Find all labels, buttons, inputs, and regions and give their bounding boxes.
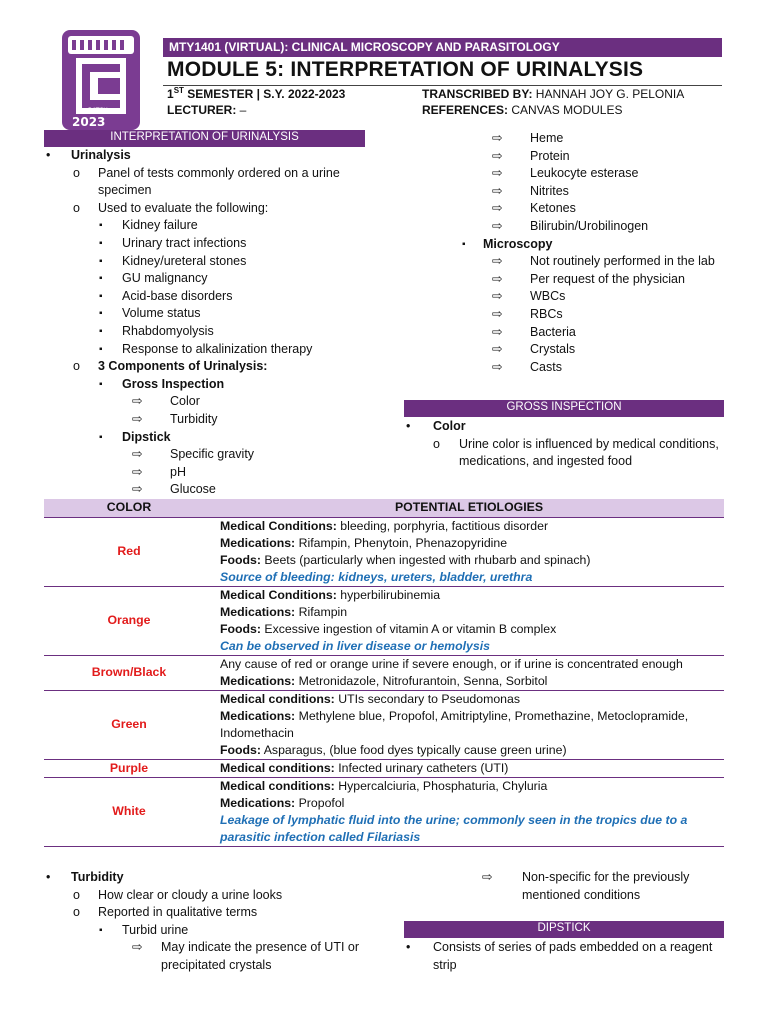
etiology-cell: Medical Conditions: bleeding, porphyria, factitious disorder Medications: Rifampin, Phenytoin, Phenazopyridine Foods: Beets (particularly when ingested with rhubarb and spinach) Source of bleeding: kidneys, ureters, bladder, urethra [214,517,724,586]
course-title-bar [163,38,722,57]
color-cell: Red [44,517,214,586]
list-item: o 3 Components of Urinalysis: [73,359,268,374]
list-item: • Turbidity [46,870,124,884]
list-item: ▪ Gross Inspection [99,376,225,391]
table-row [44,759,724,777]
etiology-cell: Medical conditions: Hypercalciuria, Phosphaturia, Chyluria Medications: Propofol Leakage of lymphatic fluid into the urine; commonly seen in the tropics due to a parasitic infection called Filariasis [214,777,724,846]
list-item: o Panel of tests commonly ordered on a urine [73,165,340,180]
color-cell: Purple [44,759,214,777]
logo-batch-text: BATCH [88,107,108,114]
section-header-gross-inspection: GROSS INSPECTION [404,400,724,417]
list-item: ⇨ Not routinely performed in the lab [492,254,715,269]
list-item: o Used to evaluate the following: [73,200,269,215]
batch-logo [58,26,144,134]
table-row [44,777,724,846]
list-item: ▪ Microscopy [462,236,553,251]
module-title: MODULE 5: INTERPRETATION OF URINALYSIS [167,58,644,81]
list-item: ⇨ Ketones [492,201,576,216]
list-item: ⇨ Non-specific for the previously [482,870,690,884]
list-item: specimen [98,183,152,198]
dipstick-list-left [44,446,366,499]
dipstick-desc-block [404,939,726,974]
evaluate-list [44,217,366,358]
table-header-color: COLOR [44,499,214,517]
gross-inspection-block [404,418,726,471]
list-item: ⇨ RBCs [492,306,563,321]
list-item: ⇨ Per request of the physician [492,271,685,286]
right-column [404,130,726,376]
list-item: ⇨ Heme [492,131,564,145]
list-item: ⇨ Bilirubin/Urobilinogen [492,218,649,233]
references-line: REFERENCES: CANVAS MODULES [422,103,623,117]
left-column [44,147,366,499]
logo-year-text: 2023 [72,115,106,129]
color-cell: White [44,777,214,846]
list-item: ⇨ Color [132,394,200,409]
list-item: • Urinalysis [46,148,131,162]
list-item: ⇨ pH [132,464,186,479]
table-row [44,517,724,586]
list-item: strip [433,957,457,972]
section-header-interpretation: INTERPRETATION OF URINALYSIS [44,130,365,147]
etiology-cell: Medical Conditions: hyperbilirubinemia Medications: Rifampin Foods: Excessive ingestion of vitamin A or vitamin B complex Can be observed in liver disease or hemolysis [214,586,724,655]
list-item: ⇨ May indicate the presence of UTI or [132,940,360,955]
list-item: ▪ Response to alkalinization therapy [99,341,313,356]
title-divider [163,85,722,86]
list-item: ⇨ Casts [492,359,562,374]
color-cell: Brown/Black [44,655,214,690]
color-cell: Green [44,690,214,759]
list-item: ⇨ Glucose [132,482,216,497]
list-item: ⇨ Bacteria [492,324,576,339]
list-item: o Urine color is influenced by medical conditions, [433,436,719,451]
table-row [44,690,724,759]
list-item: • Consists of series of pads embedded on a reagent [406,940,713,954]
list-item: ⇨ WBCs [492,289,566,304]
semester-line: 1ST SEMESTER | S.Y. 2022-2023 [167,86,346,101]
list-item: ⇨ Crystals [492,342,576,357]
microscopy-list [404,253,726,376]
list-item: ⇨ Leukocyte esterase [492,166,639,181]
gross-list [44,393,366,428]
color-etiology-table [44,499,724,847]
course-title: MTY1401 (VIRTUAL): CLINICAL MICROSCOPY AND PARASITOLOGY [169,40,560,54]
list-item: o How clear or cloudy a urine looks [73,887,283,902]
list-item: o Reported in qualitative terms [73,905,258,920]
list-item: ▪ Dipstick [99,429,171,444]
lecturer-line: LECTURER: – [167,103,247,117]
list-item: mentioned conditions [522,887,641,902]
list-item: ⇨ Turbidity [132,411,218,426]
list-item: • Color [406,419,466,433]
list-item: ⇨ Nitrites [492,183,569,198]
list-item: ⇨ Specific gravity [132,447,255,462]
list-item: ⇨ Protein [492,148,570,163]
nonspecific-block [404,869,726,904]
list-item: ▪ Turbid urine [99,922,189,937]
list-item: ▪ Kidney/ureteral stones [99,253,247,268]
list-item: precipitated crystals [161,957,272,972]
list-item: ▪ Acid-base disorders [99,288,233,303]
turbidity-block [44,869,366,975]
list-item: ▪ Volume status [99,306,201,321]
transcribed-line: TRANSCRIBED BY: HANNAH JOY G. PELONIA [422,87,685,101]
list-item: ▪ Kidney failure [99,218,198,233]
etiology-cell: Medical conditions: UTIs secondary to Pseudomonas Medications: Methylene blue, Propofol, Amitriptyline, Promethazine, Metoclopramide, Indomethacin Foods: Asparagus, (blue food dyes typically cause green urine) [214,690,724,759]
table-row [44,586,724,655]
section-header-dipstick: DIPSTICK [404,921,724,938]
table-header-etiologies: POTENTIAL ETIOLOGIES [214,499,724,517]
list-item: ▪ Rhabdomyolysis [99,323,214,338]
table-row [44,655,724,690]
dipstick-list-right [404,130,726,236]
etiology-cell: Medical conditions: Infected urinary catheters (UTI) [214,759,724,777]
list-item: ▪ GU malignancy [99,271,208,286]
etiology-cell: Any cause of red or orange urine if severe enough, or if urine is concentrated enough Medications: Metronidazole, Nitrofurantoin, Senna, Sorbitol [214,655,724,690]
color-cell: Orange [44,586,214,655]
table-header-row [44,499,724,517]
list-item: ▪ Urinary tract infections [99,235,247,250]
list-item: medications, and ingested food [459,454,633,469]
